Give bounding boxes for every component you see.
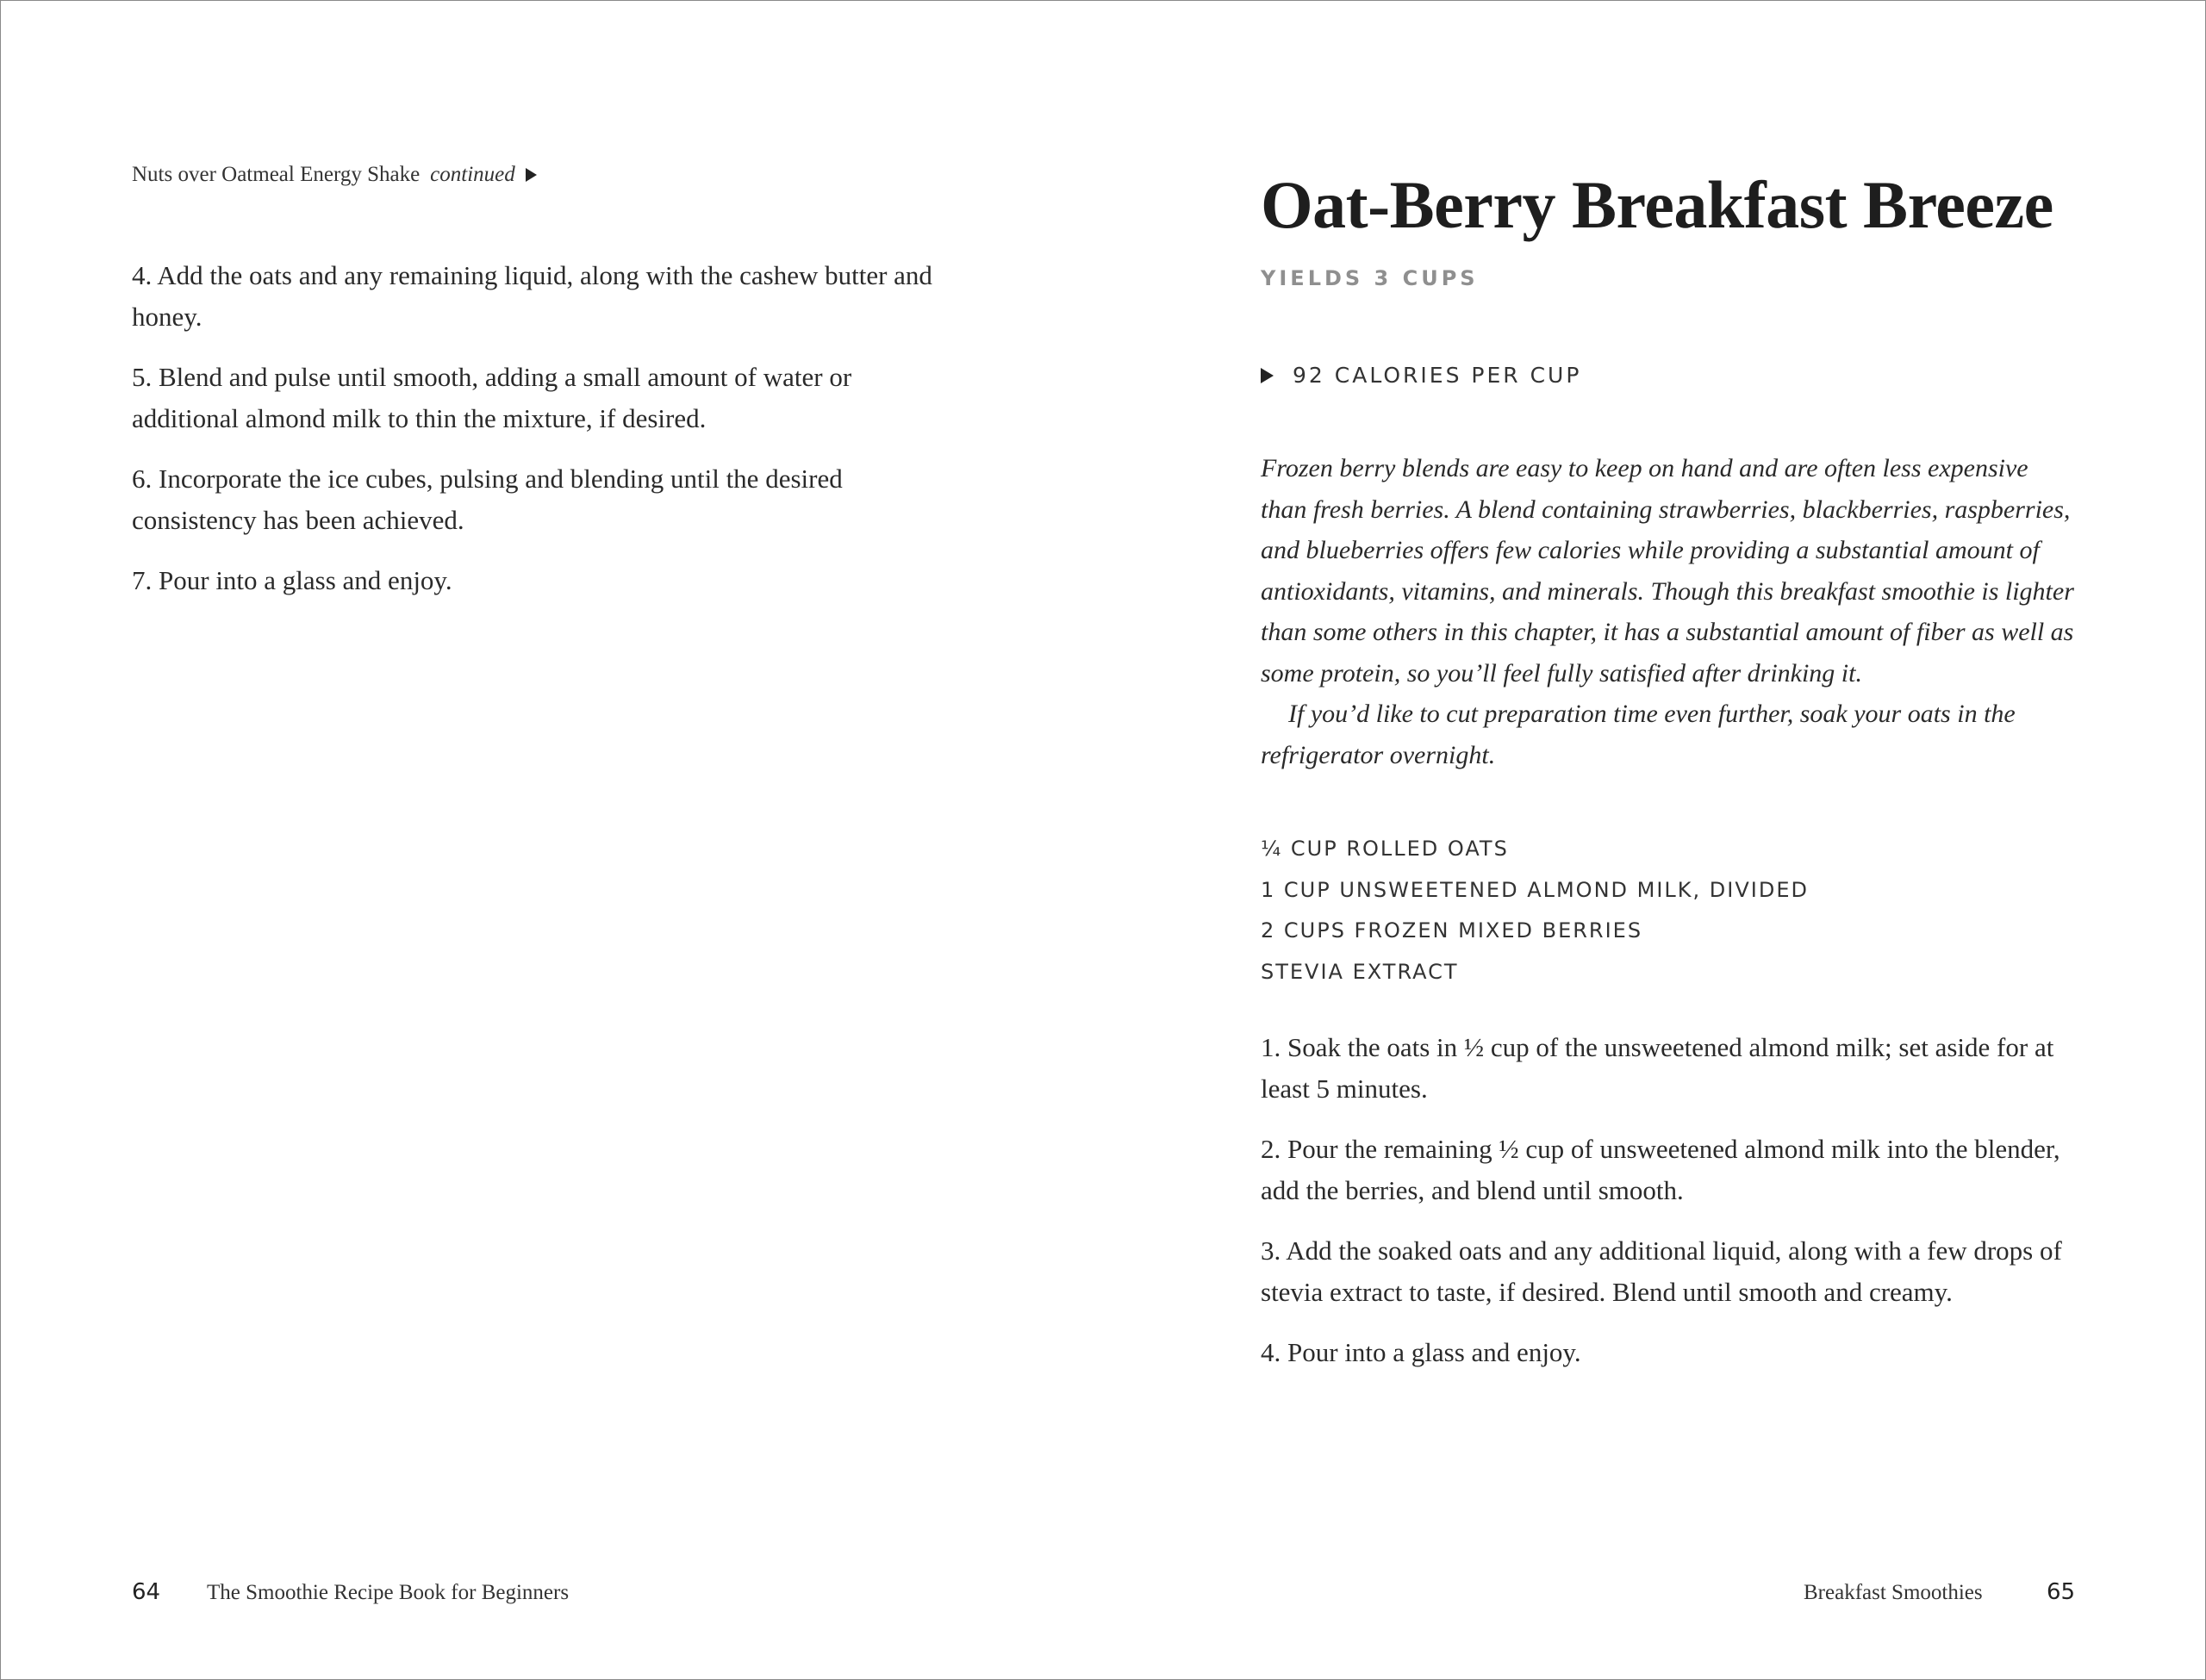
ingredients-list [1261, 829, 2079, 992]
ingredient-item: 2 CUPS FROZEN MIXED BERRIES [1261, 918, 1643, 943]
ingredient-item: STEVIA EXTRACT [1261, 959, 1459, 984]
step-item: 4. Pour into a glass and enjoy. [1261, 1337, 1581, 1367]
running-head [132, 163, 537, 187]
recipe-title: Oat-Berry Breakfast Breeze [1261, 167, 2053, 242]
right-footer-chapter: Breakfast Smoothies [1804, 1581, 1983, 1604]
triangle-right-icon [526, 168, 537, 182]
ingredient-item: ¼ CUP ROLLED OATS [1261, 837, 1509, 861]
right-steps-list [1261, 1027, 2079, 1373]
calories-line [1261, 363, 2079, 388]
step-item: 6. Incorporate the ice cubes, pulsing and blending until the desired consistency has been achieved. [132, 464, 843, 535]
step-item: 4. Add the oats and any remaining liquid, along with the cashew butter and honey. [132, 260, 932, 332]
step-item: 2. Pour the remaining ½ cup of unsweetened almond milk into the blender, add the berries, and blend until smooth. [1261, 1134, 2060, 1205]
ingredient-item: 1 CUP UNSWEETENED ALMOND MILK, DIVIDED [1261, 877, 1809, 902]
right-page-number: 65 [2047, 1579, 2076, 1605]
left-footer-book-title: The Smoothie Recipe Book for Beginners [207, 1581, 570, 1604]
left-steps-list [132, 255, 942, 621]
intro-paragraph: Frozen berry blends are easy to keep on hand and are often less expensive than fresh berries. A blend containing strawberries, blackberries, raspberries, and blueberries offers few calories while providing a substantial amount of antioxidants, vitamins, and minerals. Though this breakfast smoothie is lighter than some others in this chapter, it has a substantial amount of fiber as well as some protein, so you’ll feel fully satisfied after drinking it. [1261, 454, 2074, 688]
step-item: 5. Blend and pulse until smooth, adding a small amount of water or additional almond milk to thin the mixture, if desired. [132, 362, 852, 433]
step-item: 1. Soak the oats in ½ cup of the unsweetened almond milk; set aside for at least 5 minutes. [1261, 1032, 2054, 1104]
left-page-number: 64 [132, 1579, 161, 1605]
calories-text: 92 CALORIES PER CUP [1293, 363, 1582, 388]
step-item: 7. Pour into a glass and enjoy. [132, 565, 452, 595]
recipe-intro [1261, 448, 2079, 775]
triangle-right-icon [1261, 368, 1274, 383]
intro-paragraph: If you’d like to cut preparation time even further, soak your oats in the refrigerator overnight. [1261, 700, 2016, 769]
recipe-yield: YIELDS 3 CUPS [1261, 266, 1479, 290]
recipe-page [1261, 165, 2079, 1393]
step-item: 3. Add the soaked oats and any additional liquid, along with a few drops of stevia extract to taste, if desired. Blend until smooth and creamy. [1261, 1235, 2062, 1307]
running-head-title: Nuts over Oatmeal Energy Shake [132, 163, 421, 186]
running-head-continued: continued [430, 163, 515, 186]
